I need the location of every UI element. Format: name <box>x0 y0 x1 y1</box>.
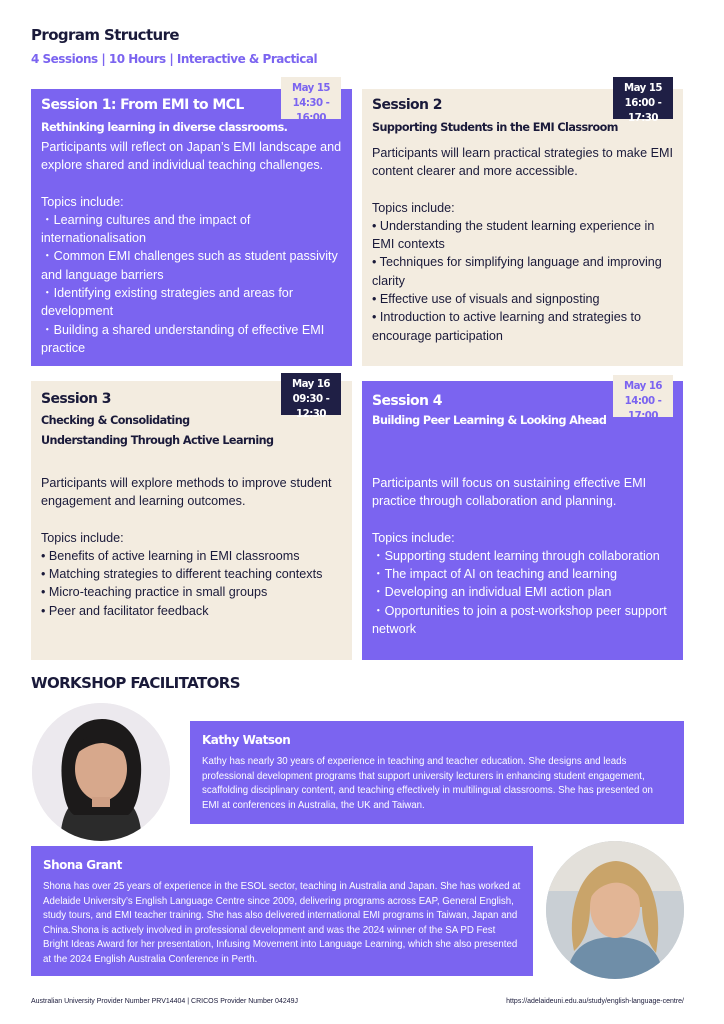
session-subtitle-line: Building Peer Learning & Looking Ahead <box>372 414 607 427</box>
avatar-shona-grant <box>546 841 684 979</box>
topic-list <box>41 547 347 620</box>
session-card-1 <box>31 89 352 366</box>
session-body <box>41 138 347 357</box>
topic-item: • Micro-teaching practice in small groups <box>41 585 268 600</box>
topics-label: Topics include: <box>372 200 455 215</box>
topic-item: ・Supporting student learning through collaboration <box>372 548 660 563</box>
topic-item: ・The impact of AI on teaching and learning <box>372 567 618 582</box>
session-intro: Participants will learn practical strategies to make EMI content clearer and more accessible. <box>372 146 673 179</box>
topic-item: ・Developing an individual EMI action plan <box>372 585 612 600</box>
portrait-photo <box>546 841 684 979</box>
facilitator-name: Kathy Watson <box>202 733 291 747</box>
session-intro: Participants will reflect on Japan’s EMI landscape and explore shared and individual teaching challenges. <box>41 140 342 173</box>
badge-date: May 15 <box>291 83 331 94</box>
session-intro: Participants will explore methods to improve student engagement and learning outcomes. <box>41 476 332 509</box>
footer-provider-info: Australian University Provider Number PRV14404 | CRICOS Provider Number 04249J <box>31 998 299 1005</box>
avatar-kathy-watson <box>32 703 170 841</box>
topic-item: • Peer and facilitator feedback <box>41 603 209 618</box>
session-subtitle-line: Understanding Through Active Learning <box>41 434 274 447</box>
topics-label: Topics include: <box>41 194 124 209</box>
topics-label: Topics include: <box>372 530 455 545</box>
topic-list <box>372 217 678 345</box>
topic-list <box>41 211 347 357</box>
session-subtitle-line: Rethinking learning in diverse classrooms. <box>41 121 288 134</box>
badge-date: May 16 <box>623 381 663 392</box>
portrait-photo <box>32 703 170 841</box>
facilitator-bio: Shona has over 25 years of experience in the ESOL sector, teaching in Australia and Japan. She has worked at Adelaide University’s English Language Centre since 2009, delivering programs across EAP, General English, study tours, and EMI teacher training. She has also delivered international EMI programs in Taiwan, Japan and China.Shona is actively involved in professional development and was the 2024 winner of the SA PD Fest Bright Ideas Award for her presentation, Infusing Movement into Language Learning, which she also presented at the 2024 English Australia Conference in Perth. <box>43 881 521 965</box>
badge-date: May 15 <box>623 83 663 94</box>
session-subtitle-line: Checking & Consolidating <box>41 414 190 427</box>
badge-time: 14:30 - 16:00 <box>292 98 330 124</box>
badge-time: 14:00 - 17:00 <box>624 396 662 422</box>
facilitator-card-shona-grant <box>31 846 533 976</box>
session-title: Session 2 <box>372 97 442 113</box>
topic-item: ・Opportunities to join a post-workshop peer support network <box>372 603 667 637</box>
facilitators-heading: WORKSHOP FACILITATORS <box>31 674 240 692</box>
badge-date: May 16 <box>291 379 331 390</box>
topic-item: • Introduction to active learning and strategies to encourage participation <box>372 310 642 343</box>
session-subtitle-line: Supporting Students in the EMI Classroom <box>372 121 618 134</box>
topics-label: Topics include: <box>41 530 124 545</box>
session-date-badge <box>281 77 341 124</box>
topic-item: • Understanding the student learning experience in EMI contexts <box>372 218 655 252</box>
page-subtitle: 4 Sessions | 10 Hours | Interactive & Practical <box>31 52 318 66</box>
topic-item: ・Building a shared understanding of effective EMI practice <box>41 322 325 355</box>
session-date-badge <box>613 375 673 422</box>
badge-time: 09:30 - 12:30 <box>292 394 330 420</box>
page-title: Program Structure <box>31 26 179 44</box>
topic-item: • Effective use of visuals and signposting <box>372 292 600 307</box>
session-intro: Participants will focus on sustaining effective EMI practice through collaboration and planning. <box>372 476 647 509</box>
topic-list <box>372 547 678 638</box>
topic-item: ・Identifying existing strategies and areas for development <box>41 286 294 319</box>
session-title: Session 3 <box>41 391 111 407</box>
session-date-badge <box>281 373 341 420</box>
session-body <box>372 474 678 638</box>
footer-url[interactable]: https://adelaideuni.edu.au/study/english-language-centre/ <box>506 998 684 1005</box>
session-body <box>372 144 678 345</box>
session-title: Session 1: From EMI to MCL <box>41 97 244 113</box>
facilitator-card-kathy-watson <box>190 721 684 824</box>
session-card-2 <box>362 89 683 366</box>
session-body <box>41 474 347 620</box>
topic-item: ・Learning cultures and the impact of internationalisation <box>41 212 251 246</box>
topic-item: • Benefits of active learning in EMI classrooms <box>41 548 300 563</box>
topic-item: ・Common EMI challenges such as student passivity and language barriers <box>41 249 338 282</box>
session-date-badge <box>613 77 673 124</box>
topic-item: • Techniques for simplifying language and improving clarity <box>372 255 662 288</box>
facilitator-bio: Kathy has nearly 30 years of experience in teaching and teacher education. She designs and leads professional development programs that support university lecturers in enhancing student engagement, scaffolding disciplinary content, and teaching effectively in multilingual classrooms. She has presented on EMI at conferences in Australia, the UK and Taiwan. <box>202 756 653 811</box>
session-title: Session 4 <box>372 393 442 409</box>
badge-time: 16:00 - 17:30 <box>624 98 662 124</box>
topic-item: • Matching strategies to different teaching contexts <box>41 567 323 582</box>
facilitator-name: Shona Grant <box>43 858 122 872</box>
session-card-3 <box>31 381 352 660</box>
